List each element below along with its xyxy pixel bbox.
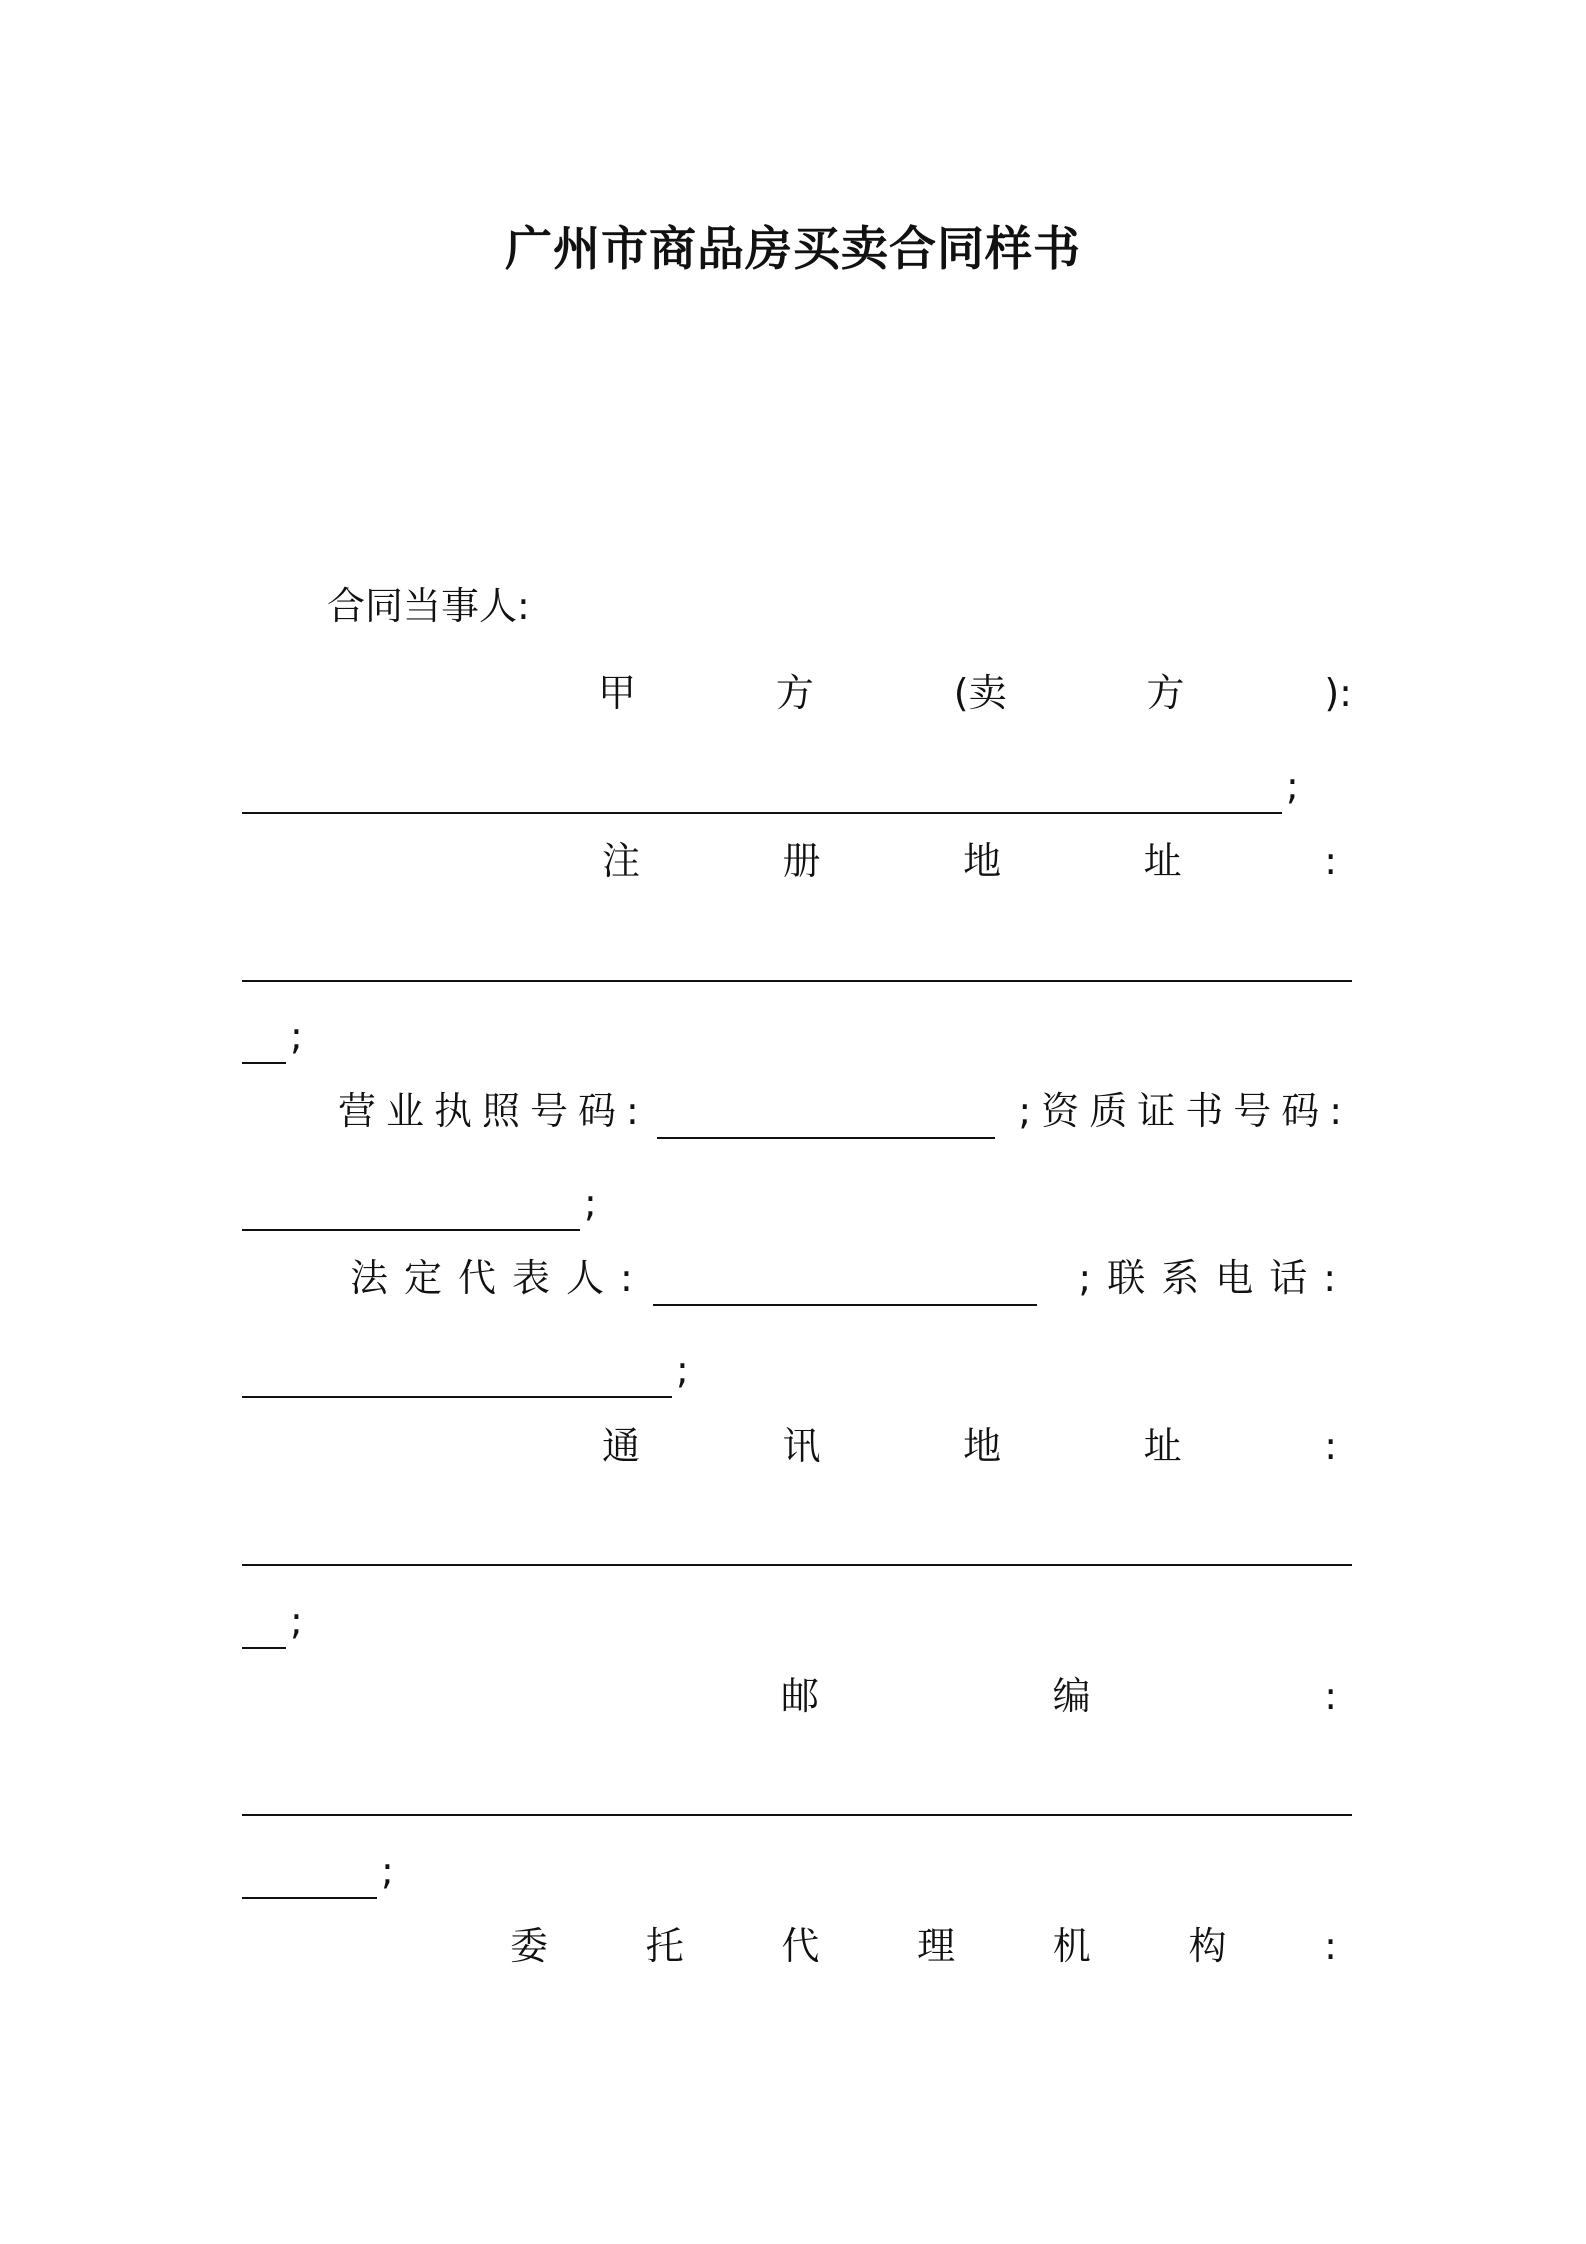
mail-address-char: 讯 <box>782 1424 821 1468</box>
mail-address-blank-line <box>242 1510 1352 1566</box>
mail-address-label <box>602 1418 1337 1474</box>
reg-address-blank-cont <box>242 1008 1352 1064</box>
license-label: 营业执照号码: <box>338 1089 649 1133</box>
agent-char: 理 <box>917 1924 956 1968</box>
reg-address-char: 注 <box>602 839 641 883</box>
party-a-heading <box>598 665 1352 721</box>
postcode-char: 邮 <box>781 1674 820 1718</box>
reg-address-blank-line <box>242 926 1352 982</box>
phone-line <box>242 1342 1352 1398</box>
postcode-char: : <box>1324 1674 1337 1718</box>
party-a-name-line <box>242 758 1352 814</box>
reg-address-blank[interactable] <box>242 944 1352 982</box>
line-end: ; <box>1286 764 1299 808</box>
agent-char: : <box>1324 1924 1337 1968</box>
line-end: ; <box>290 1014 303 1058</box>
postcode-label <box>781 1668 1337 1724</box>
parties-label: 合同当事人: <box>327 584 530 628</box>
reg-address-blank-tail[interactable] <box>242 1026 286 1064</box>
qual-blank[interactable] <box>242 1193 580 1231</box>
document-title: 广州市商品房买卖合同样书 <box>505 222 1081 277</box>
reg-address-char: 址 <box>1143 839 1182 883</box>
reg-address-char: 册 <box>782 839 821 883</box>
license-blank[interactable] <box>657 1101 995 1139</box>
postcode-blank[interactable] <box>242 1778 1352 1816</box>
mail-address-blank-cont <box>242 1593 1352 1649</box>
postcode-blank-cont <box>242 1843 1352 1899</box>
party-a-name-blank[interactable] <box>242 776 1282 814</box>
party-a-heading-char: 方 <box>1146 671 1185 715</box>
qual-line <box>242 1175 1352 1231</box>
line-end: ; <box>290 1599 303 1643</box>
legal-rep-blank[interactable] <box>653 1268 1037 1306</box>
reg-address-label <box>602 833 1337 889</box>
postcode-blank-tail[interactable] <box>242 1861 377 1899</box>
reg-address-char: : <box>1324 839 1337 883</box>
line-end: ; <box>381 1849 394 1893</box>
postcode-char: 编 <box>1052 1674 1091 1718</box>
party-a-heading-char: ): <box>1324 671 1352 715</box>
mail-address-char: : <box>1324 1424 1337 1468</box>
reg-address-char: 地 <box>963 839 1002 883</box>
party-a-heading-char: 方 <box>775 671 814 715</box>
mail-address-char: 地 <box>963 1424 1002 1468</box>
line-end: ; <box>676 1348 689 1392</box>
license-line <box>338 1083 1352 1139</box>
agent-char: 委 <box>510 1924 549 1968</box>
mail-address-blank[interactable] <box>242 1528 1352 1566</box>
agent-label <box>510 1918 1337 1974</box>
agent-char: 构 <box>1188 1924 1227 1968</box>
postcode-blank-line <box>242 1760 1352 1816</box>
line-end: ; <box>584 1181 597 1225</box>
agent-char: 托 <box>645 1924 684 1968</box>
agent-char: 代 <box>781 1924 820 1968</box>
mail-address-blank-tail[interactable] <box>242 1611 286 1649</box>
legal-rep-line <box>350 1250 1352 1306</box>
agent-char: 机 <box>1052 1924 1091 1968</box>
mail-address-char: 通 <box>602 1424 641 1468</box>
legal-rep-label: 法定代表人: <box>350 1256 649 1300</box>
party-a-heading-char: 甲 <box>598 671 637 715</box>
party-a-heading-char: (卖 <box>953 671 1007 715</box>
mail-address-char: 址 <box>1143 1424 1182 1468</box>
phone-label: ;联系电话: <box>1078 1256 1352 1300</box>
phone-blank[interactable] <box>242 1360 672 1398</box>
qual-label: ;资质证书号码: <box>1018 1089 1352 1133</box>
